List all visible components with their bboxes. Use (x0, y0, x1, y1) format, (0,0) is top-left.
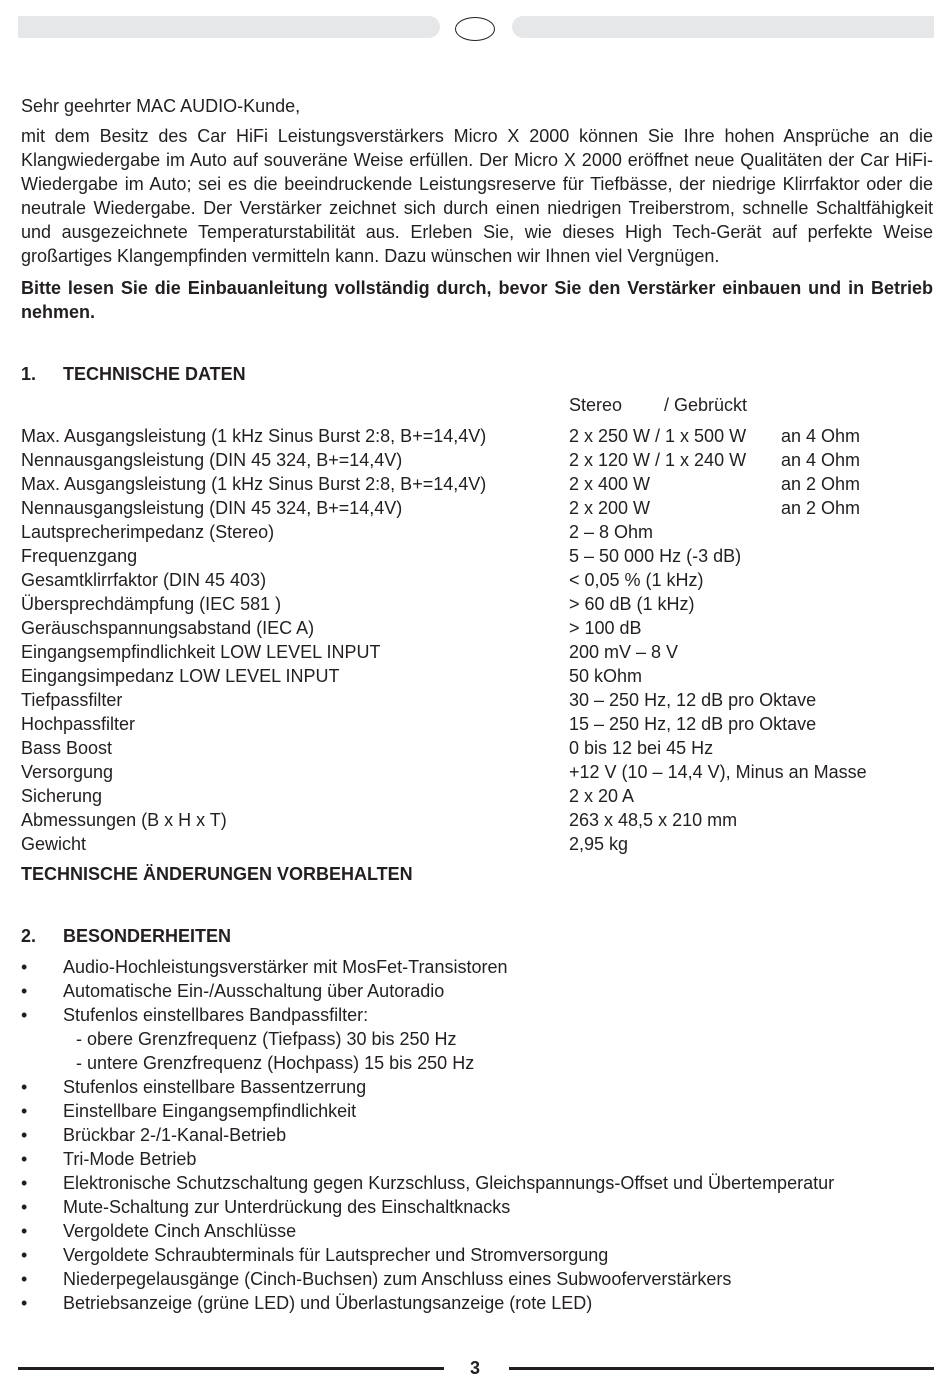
spec-value: 30 – 250 Hz, 12 dB pro Oktave (569, 690, 817, 710)
feature-text: Brückbar 2-/1-Kanal-Betrieb (63, 1125, 287, 1145)
spec-column-headers (21, 393, 933, 417)
spec-row (21, 520, 933, 544)
list-item (21, 1219, 933, 1243)
spec-value: 2 x 120 W / 1 x 240 W (569, 450, 747, 470)
spec-value: 50 kOhm (569, 666, 643, 686)
feature-text: Vergoldete Cinch Anschlüsse (63, 1221, 297, 1241)
spec-label: Übersprechdämpfung (IEC 581 ) (21, 594, 282, 614)
feature-text: Stufenlos einstellbares Bandpassfilter: (63, 1005, 369, 1025)
feature-subitem: - untere Grenzfrequenz (Hochpass) 15 bis 250 Hz (76, 1053, 475, 1073)
feature-text: Mute-Schaltung zur Unterdrückung des Einschaltknacks (63, 1197, 511, 1217)
feature-text: Automatische Ein-/Ausschaltung über Autoradio (63, 981, 445, 1001)
feature-list (21, 955, 933, 1315)
spec-value: > 100 dB (569, 618, 642, 638)
spec-label: Nennausgangsleistung (DIN 45 324, B+=14,4V) (21, 498, 403, 518)
spec-row (21, 592, 933, 616)
bullet-icon: • (21, 1005, 28, 1025)
spec-row (21, 784, 933, 808)
bullet-icon: • (21, 957, 28, 977)
bullet-icon: • (21, 1125, 28, 1145)
spec-row (21, 568, 933, 592)
bullet-icon: • (21, 1197, 28, 1217)
spec-value: 0 bis 12 bei 45 Hz (569, 738, 714, 758)
bullet-icon: • (21, 1221, 28, 1241)
spec-row (21, 688, 933, 712)
spec-value: 2,95 kg (569, 834, 629, 854)
bullet-icon: • (21, 1149, 28, 1169)
spec-value: > 60 dB (1 kHz) (569, 594, 695, 614)
spec-label: Frequenzgang (21, 546, 138, 566)
spec-row (21, 448, 933, 472)
intro-paragraph: mit dem Besitz des Car HiFi Leistungsverstärkers Micro X 2000 können Sie Ihre hohen Ansprüche an die Klangwiedergabe im Auto auf souveräne Weise erfüllen. Der Micro X 2000 eröffnet neue Qualitäten der Car HiFi-Wiedergabe im Auto; sei es die beeindruckende Leistungsreserve für Tiefbässe, der niedrige Klirrfaktor oder die neutrale Wiedergabe. Der Verstärker zeichnet sich durch einen niedrigen Treiberstrom, schnelle Schaltfähigkeit und ausgezeichnete Temperaturstabilität aus. Erleben Sie, wie dieses High Tech-Gerät auf perfekte Weise großartiges Klangempfinden vermitteln kann. Dazu wünschen wir Ihnen viel Vergnügen. (21, 126, 933, 266)
spec-unit: an 4 Ohm (781, 426, 861, 446)
spec-label: Bass Boost (21, 738, 113, 758)
spec-value: 2 x 250 W / 1 x 500 W (569, 426, 747, 446)
feature-text: Niederpegelausgänge (Cinch-Buchsen) zum Anschluss eines Subwooferverstärkers (63, 1269, 732, 1289)
list-item (21, 1171, 933, 1195)
section-title: BESONDERHEITEN (63, 926, 232, 946)
spec-label: Sicherung (21, 786, 103, 806)
bullet-icon: • (21, 1245, 28, 1265)
spec-value: 2 x 200 W (569, 498, 651, 518)
spec-row (21, 664, 933, 688)
page-number: 3 (469, 1358, 480, 1378)
section-number: 1. (21, 364, 37, 384)
spec-unit: an 4 Ohm (781, 450, 861, 470)
spec-row (21, 760, 933, 784)
spec-value: 2 – 8 Ohm (569, 522, 654, 542)
spec-row (21, 472, 933, 496)
language-oval-icon (455, 17, 495, 41)
spec-row (21, 424, 933, 448)
spec-label: Lautsprecherimpedanz (Stereo) (21, 522, 275, 542)
spec-row (21, 496, 933, 520)
installation-notice: Bitte lesen Sie die Einbauanleitung vollständig durch, bevor Sie den Verstärker einbauen und in Betrieb nehmen. (21, 278, 933, 322)
section-heading-features (21, 924, 933, 948)
bullet-icon: • (21, 1101, 28, 1121)
spec-label: Max. Ausgangsleistung (1 kHz Sinus Burst 2:8, B+=14,4V) (21, 426, 487, 446)
list-item (21, 979, 933, 1003)
spec-label: Eingangsempfindlichkeit LOW LEVEL INPUT (21, 642, 381, 662)
feature-text: Betriebsanzeige (grüne LED) und Überlastungsanzeige (rote LED) (63, 1293, 593, 1313)
bullet-icon: • (21, 1293, 28, 1313)
list-item (21, 1075, 933, 1099)
list-item (21, 1267, 933, 1291)
footer-rule-right (509, 1367, 934, 1370)
section-heading-technical-data (21, 362, 933, 386)
spec-label: Gewicht (21, 834, 87, 854)
spec-row (21, 640, 933, 664)
technical-changes-note: TECHNISCHE ÄNDERUNGEN VORBEHALTEN (21, 864, 413, 884)
spec-label: Abmessungen (B x H x T) (21, 810, 227, 830)
list-item (21, 1003, 933, 1027)
list-item (21, 1195, 933, 1219)
list-item (21, 955, 933, 979)
spec-unit: an 2 Ohm (781, 498, 861, 518)
spec-row (21, 712, 933, 736)
footer-rule-left (18, 1367, 444, 1370)
spec-label: Max. Ausgangsleistung (1 kHz Sinus Burst 2:8, B+=14,4V) (21, 474, 487, 494)
spec-value: 2 x 20 A (569, 786, 635, 806)
spec-label: Geräuschspannungsabstand (IEC A) (21, 618, 315, 638)
spec-value: 2 x 400 W (569, 474, 651, 494)
bullet-icon: • (21, 1077, 28, 1097)
header-bar-left (18, 16, 440, 38)
header-bar-right (512, 16, 934, 38)
bullet-icon: • (21, 1173, 28, 1193)
list-item (21, 1099, 933, 1123)
spec-label: Nennausgangsleistung (DIN 45 324, B+=14,4V) (21, 450, 403, 470)
section-number: 2. (21, 926, 37, 946)
spec-unit: an 2 Ohm (781, 474, 861, 494)
list-item (21, 1123, 933, 1147)
list-item (21, 1243, 933, 1267)
spec-value: 200 mV – 8 V (569, 642, 679, 662)
spec-row (21, 616, 933, 640)
spec-row (21, 544, 933, 568)
spec-label: Versorgung (21, 762, 114, 782)
spec-row (21, 832, 933, 856)
spec-label: Eingangsimpedanz LOW LEVEL INPUT (21, 666, 340, 686)
spec-value: < 0,05 % (1 kHz) (569, 570, 704, 590)
spec-label: Tiefpassfilter (21, 690, 123, 710)
spec-table (21, 424, 933, 856)
spec-row (21, 736, 933, 760)
bullet-icon: • (21, 1269, 28, 1289)
feature-text: Einstellbare Eingangsempfindlichkeit (63, 1101, 357, 1121)
spec-value: +12 V (10 – 14,4 V), Minus an Masse (569, 762, 867, 782)
feature-text: Tri-Mode Betrieb (63, 1149, 197, 1169)
feature-text: Audio-Hochleistungsverstärker mit MosFet-Transistoren (63, 957, 508, 977)
list-item (21, 1147, 933, 1171)
page-content (21, 94, 933, 1315)
feature-subitem: - obere Grenzfrequenz (Tiefpass) 30 bis 250 Hz (76, 1029, 457, 1049)
spec-label: Gesamtklirrfaktor (DIN 45 403) (21, 570, 267, 590)
spec-value: 5 – 50 000 Hz (-3 dB) (569, 546, 742, 566)
bullet-icon: • (21, 981, 28, 1001)
section-title: TECHNISCHE DATEN (63, 364, 246, 384)
spec-label: Hochpassfilter (21, 714, 136, 734)
spec-value: 15 – 250 Hz, 12 dB pro Oktave (569, 714, 817, 734)
column-header-bridged: / Gebrückt (664, 395, 748, 415)
spec-row (21, 808, 933, 832)
list-item (21, 1291, 933, 1315)
feature-text: Stufenlos einstellbare Bassentzerrung (63, 1077, 367, 1097)
column-header-stereo: Stereo (569, 395, 623, 415)
feature-text: Elektronische Schutzschaltung gegen Kurzschluss, Gleichspannungs-Offset und Übertemperatur (63, 1173, 835, 1193)
feature-text: Vergoldete Schraubterminals für Lautsprecher und Stromversorgung (63, 1245, 609, 1265)
spec-value: 263 x 48,5 x 210 mm (569, 810, 738, 830)
greeting: Sehr geehrter MAC AUDIO-Kunde, (21, 96, 301, 116)
